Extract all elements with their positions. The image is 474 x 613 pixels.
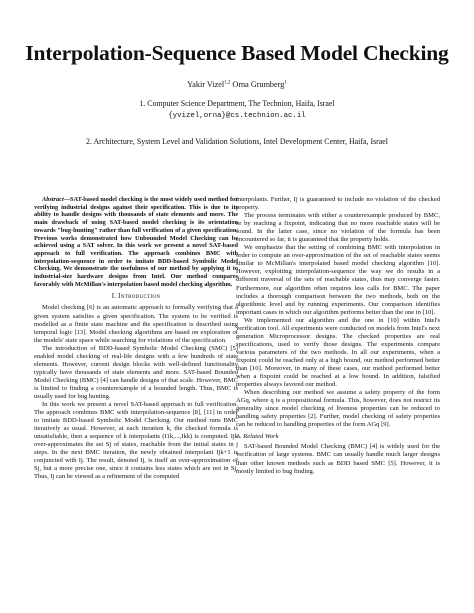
abstract	[34, 196, 238, 288]
right-paragraph-2: We emphasize that the setting of combining BMC with interpolation in order to compute an over-approximation of the set of reachable states seems similar to McMillan's interpolated based model checking algorithm [10]. However, exploiting interpolation-sequence the way we do results in a different traversal of the sets of reachable states, thus may converge faster. Furthermore, our algorithm often requires less calls for BMC. The paper includes a thorough comparison between the two methods, both on the algorithmic level and by running experiments. Our comparison identifies important cases in which our algorithm performs better than the one in [10].	[236, 244, 440, 316]
right-paragraph-1: The process terminates with either a counterexample produced by BMC, or by reaching a fixpoint, indicating that no more reachable states will be found. In the latter case, since no violation of the formula has been encountered so far, it is guaranteed that the property holds.	[236, 212, 440, 244]
left-column	[34, 196, 238, 482]
abstract-label: Abstract	[42, 196, 64, 203]
intro-paragraph-2: The introduction of BDD-based Symbolic Model Checking (SMC) [5] enabled model checking of real-life designs with a few hundreds of state elements. However, current design blocks with well-defined functionality typically have thousands of state elements and more. SAT-based Bounded Model Checking (BMC) [4] can handle designs of that scale. However, BMC is limited to finding a counterexample of a bounded length. Thus, BMC is usually used for bug hunting.	[34, 344, 238, 400]
abstract-text: —SAT-based model checking is the most widely used method for verifying industrial designs against their specification. This is due to its ability to handle designs with thousands of state elements and more. The main drawback of using SAT-based model checking is its orientation towards "bug-hunting" rather than full verification of a given specification. Previous works demonstrated how Unbounded Model Checking can be achieved using a SAT solver. In this work we present a novel SAT-based approach to full verification. The approach combines BMC with interpolation-sequence in order to imitate BDD-based Symbolic Model Checking. We demonstrate the usefulness of our method by applying it to industrial-size hardware designs from Intel. Our method compares favorably with McMillan's interpolation based model checking algorithm.	[34, 196, 238, 288]
author-vizel-affiliation: 1,2	[224, 80, 231, 86]
affiliation-2: 2. Architecture, System Level and Validation Solutions, Intel Development Center, Haifa, Israel	[86, 137, 388, 146]
author-grumberg-affiliation: 1	[284, 80, 287, 86]
affiliation-1-email: {yvizel,orna}@cs.technion.ac.il	[168, 112, 306, 120]
subsection-heading-related-work: A. Related Work	[236, 433, 279, 441]
right-column	[236, 196, 440, 476]
affiliation-1: 1. Computer Science Department, The Technion, Haifa, Israel	[139, 99, 335, 108]
author-line	[0, 80, 474, 89]
related-work-paragraph: SAT-based Bounded Model Checking (BMC) [4] is widely used for the verification of large systems. BMC can usually handle much larger designs than other known methods such as BDD based SMC [5]. However, it is mostly limited to bug finding.	[236, 443, 440, 475]
author-vizel: Yakir Vizel	[187, 80, 225, 89]
intro-paragraph-3: In this work we present a novel SAT-based approach to full verification. The approach combines BMC with interpolation-sequence [8], [11] in order to imitate BDD-based Symbolic Model Checking. Our method runs BMC iteratively as usual. However, at each iteration k, the checked formula is unsatisfiable, then a sequence of k interpolants (I1k,...,Ikk) is computed. Ijk over-approximates the set Sj of states, reachable from the initial states in j steps. In the next BMC iteration, the newly obtained interpolant Ijk+1 is conjuncted with Ij. The result, denoted Ij, is itself an over-approximation of Sj, but a more precise one, since it contains less states which are not in Sj. Thus, Ij can be viewed as a refinement of the computed	[34, 401, 238, 481]
author-grumberg: Orna Grumberg	[230, 80, 285, 89]
right-paragraph-4: When describing our method we assume a safety property of the form AGq, where q is a propositional formula. This, however, does not restrict its generality since model checking of liveness properties can be reduced to handling safety properties [2]. Further, model checking of safety properties can be reduced to handling properties of the form AGq [9].	[236, 389, 440, 429]
section-heading-introduction: I. Introduction	[111, 293, 161, 301]
paper-title: Interpolation-Sequence Based Model Checking	[25, 41, 449, 65]
right-paragraph-0: interpolants. Further, Ij is guaranteed to include no violation of the checked property.	[236, 196, 440, 212]
intro-paragraph-1: Model checking [6] is an automatic approach to formally verifying that a given system satisfies a given specification. The system to be verified is modelled as a finite state machine and the specification is described using temporal logic [13]. Model checking algorithms are based on exploration of the models' state space while searching for violations of the specification.	[34, 304, 238, 344]
right-paragraph-3: We implemented our algorithm and the one in [10] within Intel's verification tool. All experiments were conducted on models from Intel's next generation Microprocessor designs. The checked properties are real specifications, used to verify those designs. The experiments compare various parameters of the two methods. In all our experiments, when a fixpoint could be reached only at a high bound, our method performed better than [10]. Moreover, in many of these cases, our method performed better when a fixpoint could be reached at a low bound. In addition, falsified properties always favored our method.	[236, 316, 440, 389]
